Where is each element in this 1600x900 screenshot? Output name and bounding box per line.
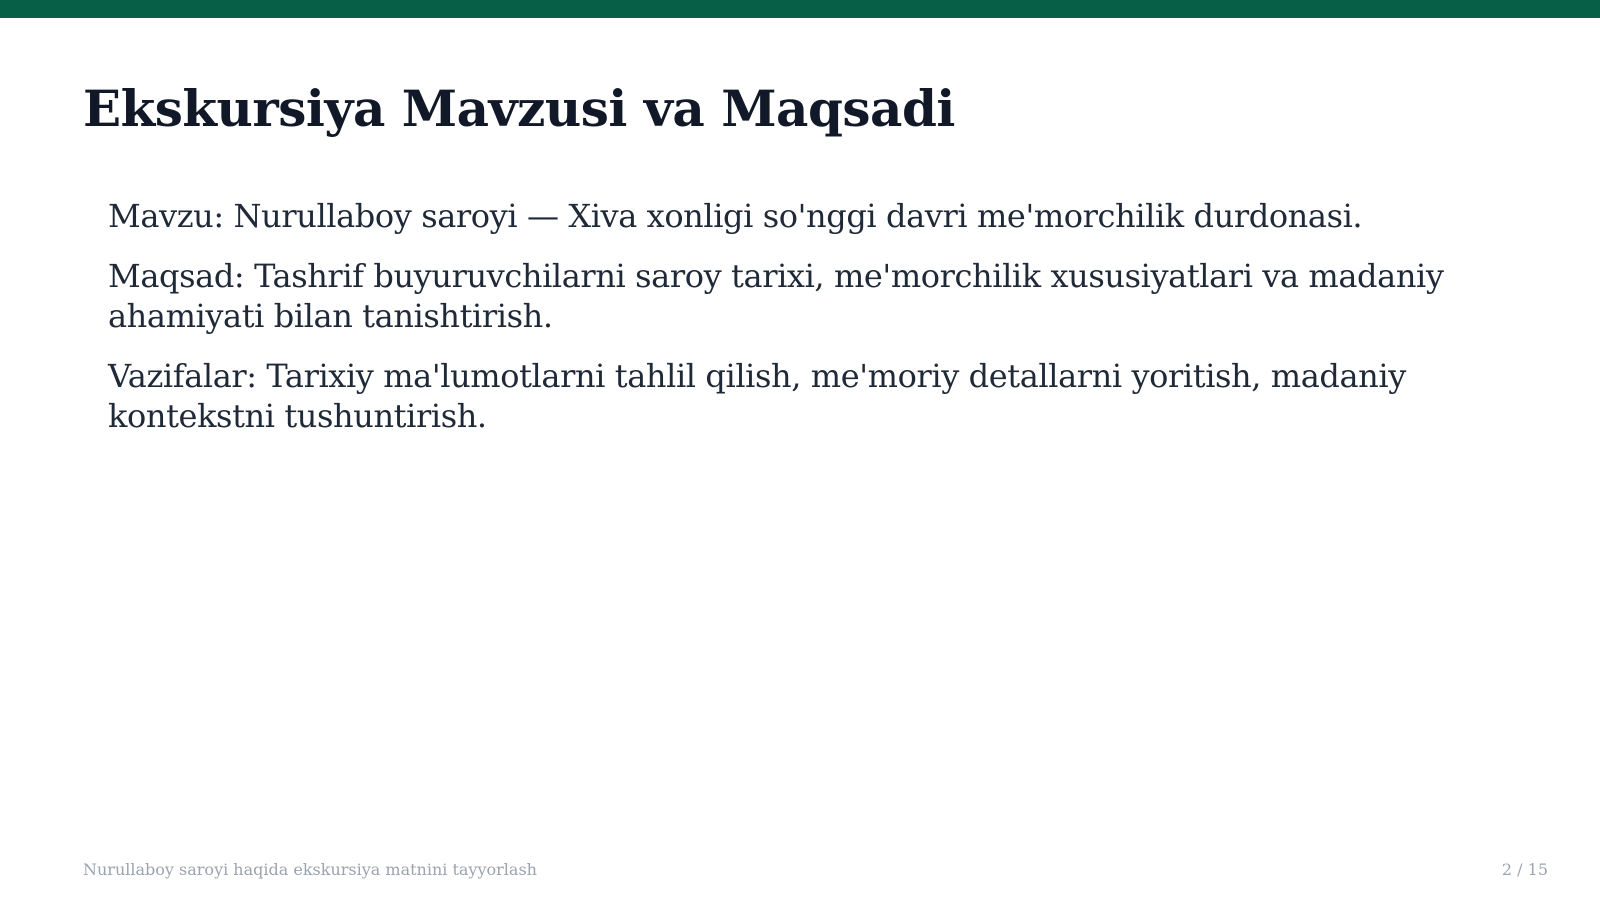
slide-title: Ekskursiya Mavzusi va Maqsadi (83, 79, 955, 138)
content-item-goal: Maqsad: Tashrif buyuruvchilarni saroy tarixi, me'morchilik xususiyatlari va madaniy ahamiyati bilan tanishtirish. (108, 257, 1444, 335)
footer-presentation-title: Nurullaboy saroyi haqida ekskursiya matnini tayyorlash (83, 860, 537, 879)
content-item-topic: Mavzu: Nurullaboy saroyi — Xiva xonligi so'nggi davri me'morchilik durdonasi. (108, 197, 1363, 235)
top-accent-bar (0, 0, 1600, 18)
content-item-tasks: Vazifalar: Tarixiy ma'lumotlarni tahlil qilish, me'moriy detallarni yoritish, madaniy kontekstni tushuntirish. (108, 357, 1406, 435)
page-indicator: 2 / 15 (1501, 860, 1548, 879)
slide-content-list (108, 196, 1508, 456)
